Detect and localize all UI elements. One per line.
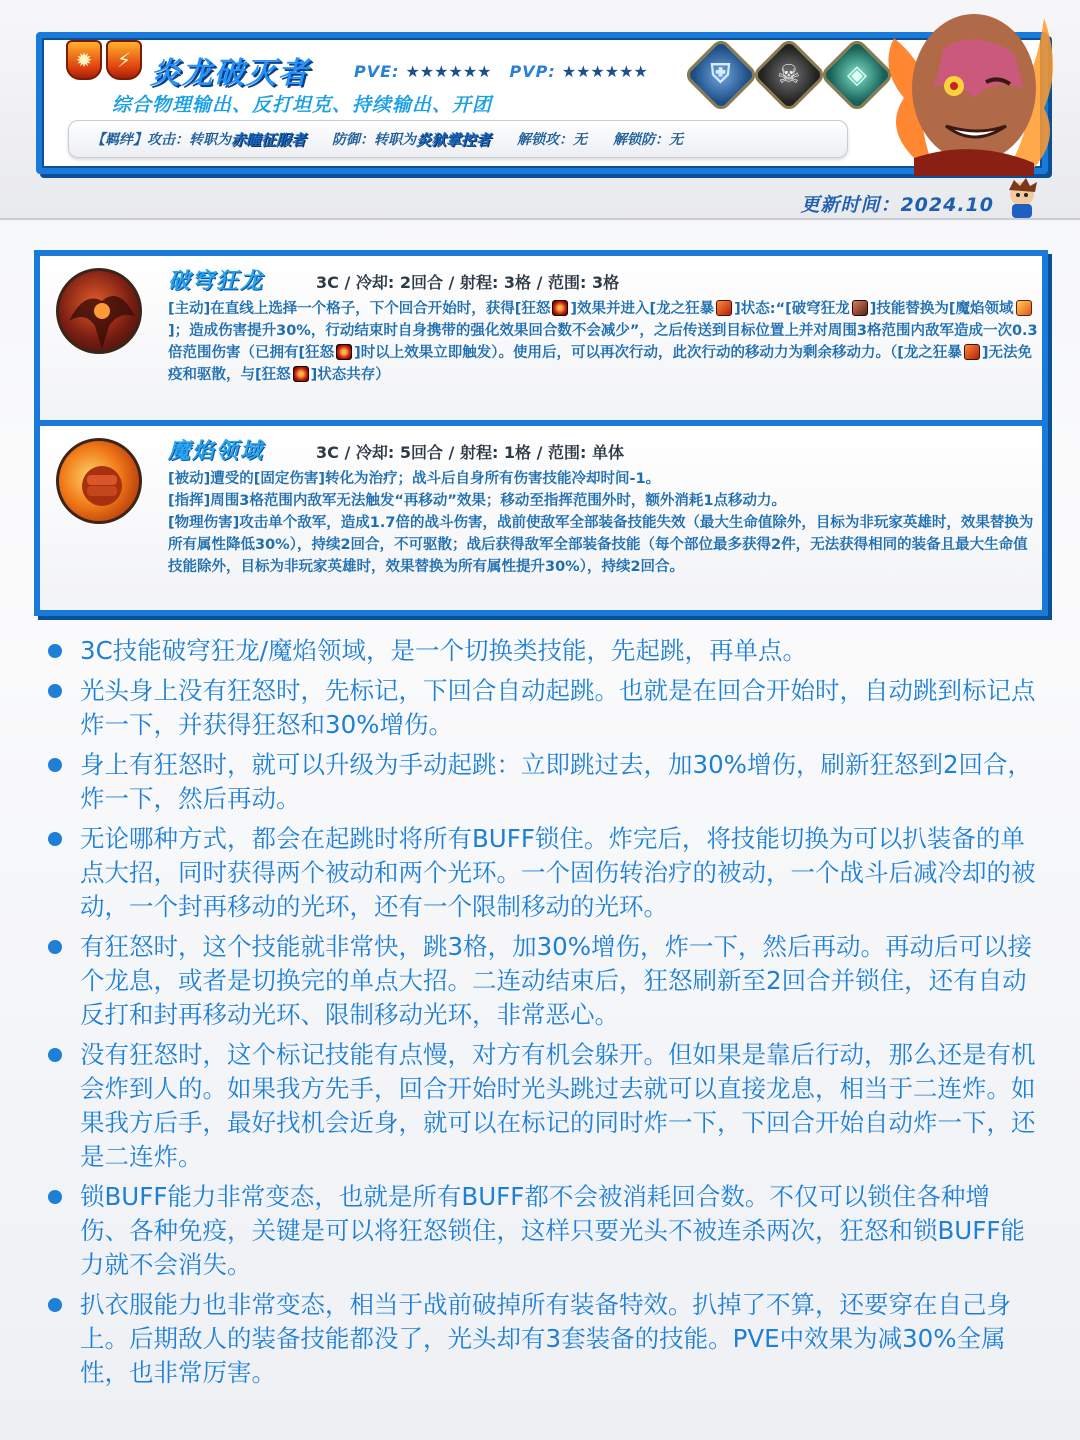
- note-item: 扒衣服能力也非常变态，相当于战前破掉所有装备特效。扒掉了不算，还要穿在自己身上。后期敌人的装备技能都没了，光头却有3套装备的技能。PVE中效果为减30%全属性，也非常厉害。: [46, 1288, 1036, 1390]
- note-item: 锁BUFF能力非常变态，也就是所有BUFF都不会被消耗回合数。不仅可以锁住各种增伤、各种免疫，关键是可以将狂怒锁住，这样只要光头不被连杀两次，狂怒和锁BUFF能力就不会消失。: [46, 1180, 1036, 1282]
- hero-portrait: [874, 8, 1064, 176]
- faction-badges: [66, 40, 142, 80]
- ratings: [354, 62, 666, 81]
- rage-buff-icon: [293, 366, 309, 382]
- skill-meta: 3C / 冷却: 5回合 / 射程: 1格 / 范围: 单体: [316, 443, 625, 462]
- bond-defense-class: 炎狱掌控者: [416, 130, 492, 149]
- pvp-label: PVP:: [509, 62, 556, 81]
- skill-card-moyan: [40, 426, 1042, 610]
- dragon-skill-icon: [56, 268, 142, 354]
- bond-attack-class: 赤瞳征服者: [231, 130, 307, 149]
- analysis-notes: [46, 634, 1036, 1396]
- note-item: 3C技能破穹狂龙/魔焰领域，是一个切换类技能，先起跳，再单点。: [46, 634, 1036, 668]
- flame-fist-skill-icon: [56, 438, 142, 524]
- pve-stars: ★★★★★★: [405, 62, 492, 81]
- skill-card-pojiong: [40, 256, 1042, 420]
- skill-name: 破穹狂龙: [168, 269, 265, 294]
- update-time: 更新时间：2024.10: [800, 194, 994, 216]
- hero-name: 炎龙破灭者: [150, 56, 310, 91]
- bond-unlock-defense: 解锁防：无: [613, 132, 684, 148]
- flame-domain-mini-icon: [1016, 300, 1032, 316]
- fire-badge-icon: ✹: [66, 40, 102, 80]
- skill-meta: 3C / 冷却: 2回合 / 射程: 3格 / 范围: 3格: [316, 273, 620, 292]
- gem-class-icon: ◈: [819, 37, 895, 113]
- hero-roles: 综合物理输出、反打坦克、持续输出、开团: [112, 94, 493, 116]
- claw-badge-icon: ⚡: [106, 40, 142, 80]
- dragon-rage-buff-icon: [716, 300, 732, 316]
- mascot-icon: [1000, 176, 1044, 220]
- pve-label: PVE:: [354, 62, 400, 81]
- bond-unlock-attack: 解锁攻：无: [517, 132, 588, 148]
- note-item: 无论哪种方式，都会在起跳时将所有BUFF锁住。炸完后，将技能切换为可以扒装备的单点大招，同时获得两个被动和两个光环。一个固伤转治疗的被动，一个战斗后减冷却的被动，一个封再移动的光环，还有一个限制移动的光环。: [46, 822, 1036, 924]
- skull-class-icon: ☠: [751, 37, 827, 113]
- skill-desc-line: [被动]遭受的[固定伤害]转化为治疗；战斗后自身所有伤害技能冷却时间-1。: [168, 471, 661, 487]
- bond-bar: [68, 120, 848, 158]
- dragon-rage-buff-icon: [964, 344, 980, 360]
- pojiong-skill-mini-icon: [852, 300, 868, 316]
- skill-name: 魔焰领域: [168, 439, 265, 464]
- skill-panel: [34, 250, 1048, 616]
- rage-buff-icon: [336, 344, 352, 360]
- class-icons: [694, 48, 884, 102]
- rage-buff-icon: [552, 300, 568, 316]
- skill-description: [168, 468, 1038, 578]
- skill-description: [主动]在直线上选择一个格子，下个回合开始时，获得[狂怒 ]效果并进入[龙之狂暴 ]状态:“[破穹狂龙 ]技能替换为[魔焰领域]；造成伤害提升30%，行动结束时自身携带的强化效果回合数不会减少”，之后传送到目标位置上并对周围3格范围内敌军造成一次0.3倍范围伤害（已拥有[狂怒 ]时以上效果立即触发）。使用后，可以再次行动，此次行动的移动力为剩余移动力。（[龙之狂暴 ]无法免疫和驱散，与[狂怒 ]状态共存）: [168, 301, 1038, 383]
- note-item: 没有狂怒时，这个标记技能有点慢，对方有机会躲开。但如果是靠后行动，那么还是有机会炸到人的。如果我方先手，回合开始时光头跳过去就可以直接龙息，相当于二连炸。如果我方后手，最好找机会近身，就可以在标记的同时炸一下，下回合开始自动炸一下，还是二连炸。: [46, 1038, 1036, 1174]
- note-item: 身上有狂怒时，就可以升级为手动起跳：立即跳过去，加30%增伤，刷新狂怒到2回合，炸一下，然后再动。: [46, 748, 1036, 816]
- helmet-class-icon: ⛨: [683, 37, 759, 113]
- pvp-stars: ★★★★★★: [561, 62, 648, 81]
- skill-desc-line: [物理伤害]攻击单个敌军，造成1.7倍的战斗伤害，战前使敌军全部装备技能失效（最大生命值除外，目标为非玩家英雄时，效果替换为所有属性降低30%），持续2回合，不可驱散；战后获得敌军全部装备技能（每个部位最多获得2件，无法获得相同的装备且最大生命值技能除外，目标为非玩家英雄时，效果替换为所有属性提升30%），持续2回合。: [168, 515, 1034, 575]
- bond-attack-prefix: 【羁绊】攻击：转职为: [91, 132, 231, 148]
- note-item: 有狂怒时，这个技能就非常快，跳3格，加30%增伤，炸一下，然后再动。再动后可以接个龙息，或者是切换完的单点大招。二连动结束后，狂怒刷新至2回合并锁住，还有自动反打和封再移动光环、限制移动光环，非常恶心。: [46, 930, 1036, 1032]
- bond-defense-prefix: 防御：转职为: [332, 132, 417, 148]
- note-item: 光头身上没有狂怒时，先标记，下回合自动起跳。也就是在回合开始时，自动跳到标记点炸一下，并获得狂怒和30%增伤。: [46, 674, 1036, 742]
- skill-desc-line: [指挥]周围3格范围内敌军无法触发“再移动”效果；移动至指挥范围外时，额外消耗1点移动力。: [168, 493, 786, 509]
